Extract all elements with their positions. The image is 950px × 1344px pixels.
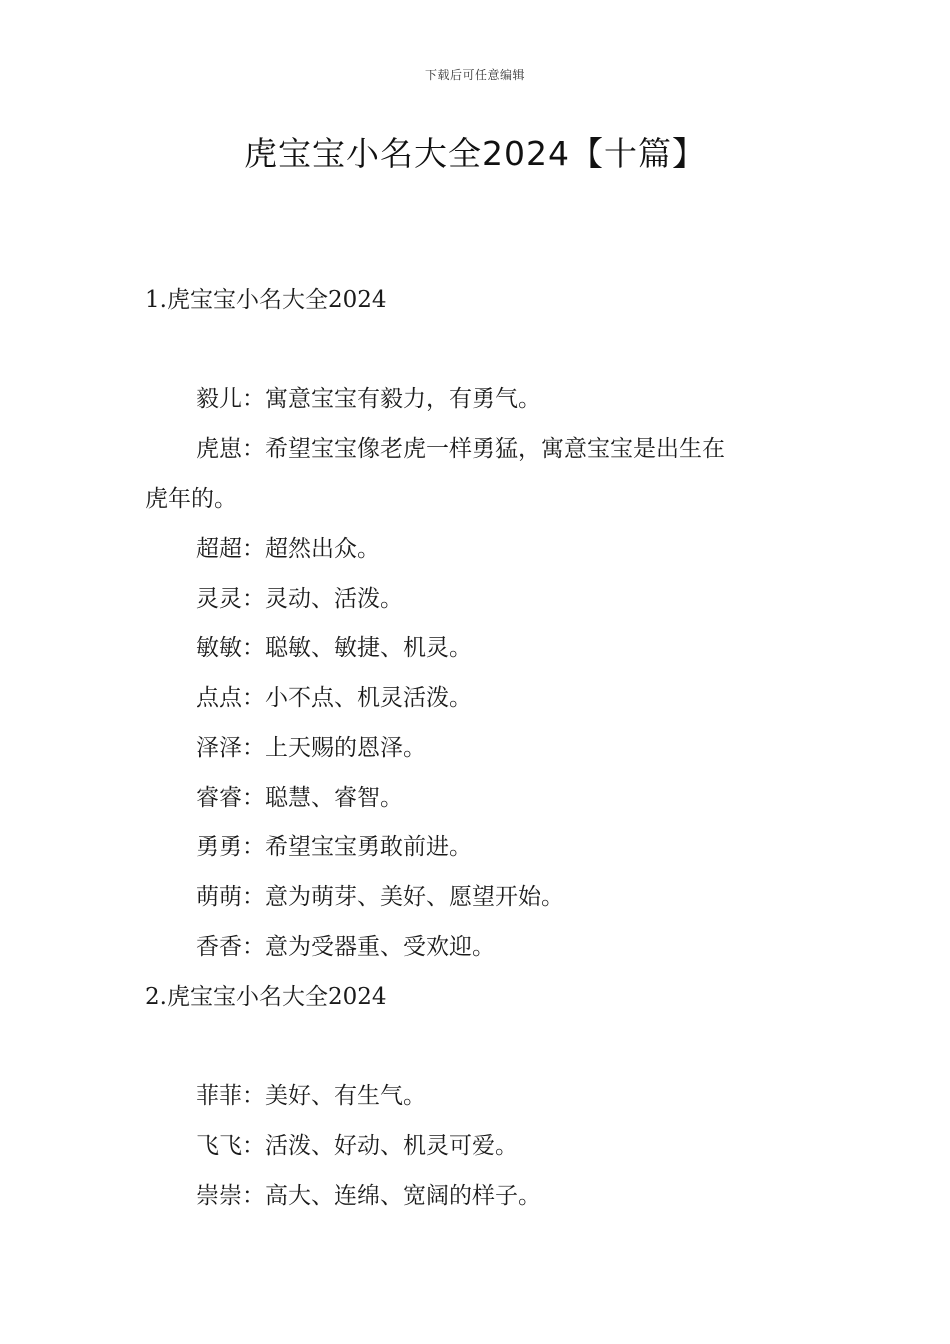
- name-entry: 灵灵：灵动、活泼。: [196, 586, 403, 612]
- section-heading-1: 1.虎宝宝小名大全2024: [145, 287, 387, 313]
- document-title: 虎宝宝小名大全2024【十篇】: [244, 134, 706, 173]
- name-entry: 萌萌：意为萌芽、美好、愿望开始。: [196, 884, 564, 910]
- name-entry-continuation: 虎年的。: [145, 486, 237, 512]
- name-entry: 睿睿：聪慧、睿智。: [196, 785, 403, 811]
- name-entry: 虎崽：希望宝宝像老虎一样勇猛，寓意宝宝是出生在: [196, 436, 725, 462]
- name-entry: 毅儿：寓意宝宝有毅力，有勇气。: [196, 386, 541, 412]
- page-header: 下载后可任意编辑: [424, 68, 525, 82]
- name-entry: 泽泽：上天赐的恩泽。: [196, 735, 426, 761]
- name-entry: 飞飞：活泼、好动、机灵可爱。: [196, 1133, 518, 1159]
- name-entry: 菲菲：美好、有生气。: [196, 1083, 426, 1109]
- section-heading-2: 2.虎宝宝小名大全2024: [145, 984, 387, 1010]
- name-entry: 敏敏：聪敏、敏捷、机灵。: [196, 635, 472, 661]
- name-entry: 勇勇：希望宝宝勇敢前进。: [196, 834, 472, 860]
- name-entry: 点点：小不点、机灵活泼。: [196, 685, 472, 711]
- name-entry: 超超：超然出众。: [196, 536, 380, 562]
- name-entry: 香香：意为受器重、受欢迎。: [196, 934, 495, 960]
- name-entry: 崇崇：高大、连绵、宽阔的样子。: [196, 1183, 541, 1209]
